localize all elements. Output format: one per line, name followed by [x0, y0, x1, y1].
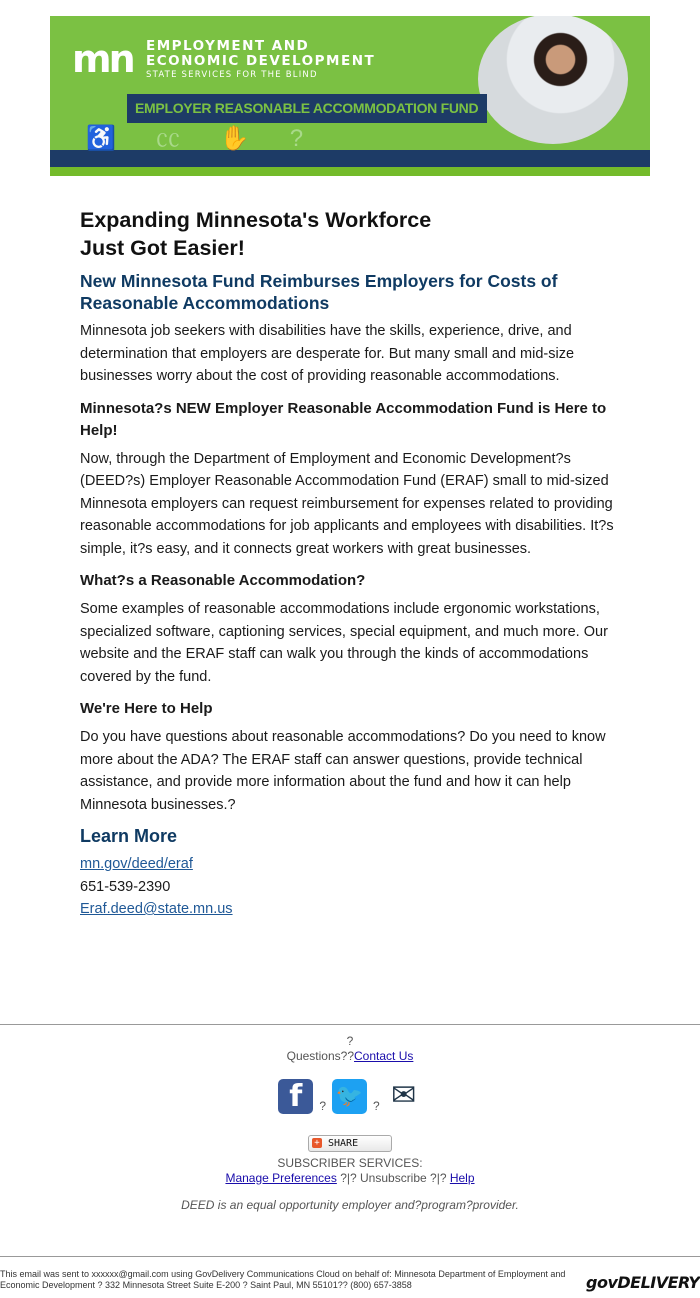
org-sub: STATE SERVICES FOR THE BLIND [146, 70, 318, 80]
accessibility-icons: ♿㏄✋? [86, 125, 344, 152]
fund-heading: Minnesota?s NEW Employer Reasonable Accommodation Fund is Here to Help! [80, 399, 607, 439]
separator: ?|? [336, 1170, 360, 1185]
email-icon[interactable]: ✉ [391, 1079, 417, 1112]
accommodation-heading: What?s a Reasonable Accommodation? [80, 572, 366, 589]
page-title: Expanding Minnesota's Workforce Just Got Easier! [80, 208, 432, 260]
contact-us-link[interactable]: Contact Us [354, 1049, 414, 1063]
facebook-icon[interactable]: f [278, 1079, 313, 1114]
manage-preferences-link[interactable]: Manage Preferences [225, 1170, 337, 1185]
org-line1: EMPLOYMENT AND [146, 38, 310, 54]
share-label: SHARE [328, 1137, 359, 1149]
questions-label: Questions?? [286, 1049, 355, 1063]
plus-icon: + [312, 1138, 322, 1148]
fund-paragraph: Now, through the Department of Employment and Economic Development?s (DEED?s) Employer Reasonable Accommodation Fund (ERAF) small to mid-sized Minnesota employers can request reimbursement for expenses related to providing reasonable accommodations for job applicants and employees with disabilities. It?s simple, it?s easy, and it connects great workers with great businesses. [80, 450, 614, 557]
help-heading: We're Here to Help [80, 700, 213, 717]
org-name [146, 39, 375, 81]
fund-title: EMPLOYER REASONABLE ACCOMMODATION FUND [127, 94, 487, 123]
footer [0, 1034, 700, 1213]
separator: ? [319, 1099, 326, 1113]
email-link[interactable]: Eraf.deed@state.mn.us [80, 901, 233, 917]
mn-logo: mn [72, 37, 133, 81]
banner-bottom [50, 167, 650, 176]
learn-more-heading: Learn More [80, 826, 178, 846]
twitter-icon[interactable]: 🐦 [332, 1079, 367, 1114]
footer-divider [0, 1024, 700, 1025]
org-line2: ECONOMIC DEVELOPMENT [146, 53, 376, 69]
sent-notice: This email was sent to xxxxxx@gmail.com using GovDelivery Communications Cloud on behalf of: Minnesota Department of Employment and Economic Development ? 332 Minnesota Street Suite E-200 ? Saint Paul, MN 55101?? (800) 657-3858 [0, 1269, 566, 1290]
intro-paragraph: Minnesota job seekers with disabilities have the skills, experience, drive, and determination that employers are desperate for. But many small and mid-size businesses worry about the cost of providing reasonable accommodations. [80, 323, 575, 384]
separator: ? [373, 1099, 380, 1113]
header-banner [50, 16, 650, 176]
bottom-divider [0, 1256, 700, 1257]
separator: ?|? [426, 1170, 450, 1185]
share-button[interactable] [308, 1135, 392, 1152]
phone-number: 651-539-2390 [80, 878, 171, 895]
help-paragraph: Do you have questions about reasonable accommodations? Do you need to know more about the ADA? The ERAF staff can answer questions, provide technical assistance, and provide more information about the fund and how it can help Minnesota businesses.? [80, 729, 606, 813]
subtitle: New Minnesota Fund Reimburses Employers for Costs of Reasonable Accommodations [80, 271, 558, 313]
website-link[interactable]: mn.gov/deed/eraf [80, 856, 193, 872]
subscriber-services-label: SUBSCRIBER SERVICES: [277, 1155, 423, 1170]
unsubscribe-link[interactable]: Unsubscribe [360, 1170, 427, 1185]
banner-stripe [50, 150, 650, 167]
help-link[interactable]: Help [449, 1170, 475, 1185]
accommodation-paragraph: Some examples of reasonable accommodations include ergonomic workstations, specialized software, captioning services, special equipment, and much more. Our website and the ERAF staff can walk you through the kinds of accommodations covered by the fund. [80, 601, 608, 685]
equal-opportunity-statement: DEED is an equal opportunity employer and?program?provider. [181, 1197, 519, 1212]
main-content [80, 206, 625, 921]
govdelivery-logo[interactable]: govDELIVERY [586, 1273, 700, 1292]
footer-placeholder: ? [346, 1034, 354, 1048]
social-links [0, 1078, 700, 1114]
banner-photo [478, 16, 628, 144]
